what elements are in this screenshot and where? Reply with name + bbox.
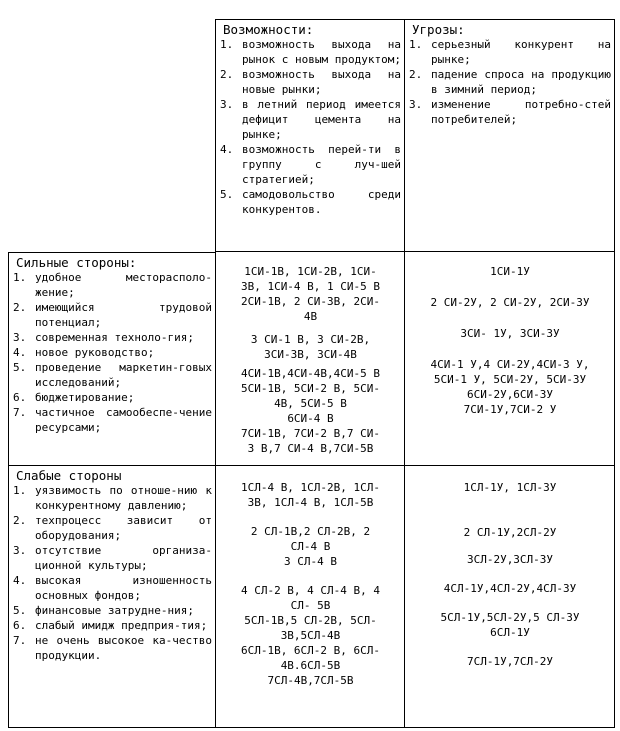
strengths-title: Сильные стороны: xyxy=(16,255,137,270)
st-line: 1СИ-1У xyxy=(490,265,530,278)
list-item: 2. падение спроса на продукцию в зимний период; xyxy=(409,68,611,96)
wt-line: 3СЛ-2У,3СЛ-3У xyxy=(466,553,554,566)
wo-line: 2 СЛ-1В,2 СЛ-2В, 2 xyxy=(250,525,371,538)
st-line: 4СИ-1 У,4 СИ-2У,4СИ-3 У, xyxy=(430,358,590,371)
strengths-list xyxy=(13,270,212,435)
swot-table xyxy=(8,19,615,728)
wo-line: 1СЛ-4 В, 1СЛ-2В, 1СЛ- xyxy=(240,481,381,494)
list-item: 2. техпроцесс зависит от оборудования; xyxy=(13,514,212,542)
list-item: 4. высокая изношенность основных фондов; xyxy=(13,574,212,602)
so-line: 3СИ-3В, 3СИ-4В xyxy=(264,348,357,361)
wo-line: 6СЛ-1В, 6СЛ-2 В, 6СЛ- xyxy=(240,644,381,657)
list-item: 5. проведение маркетин-говых исследований; xyxy=(13,361,212,389)
list-item: 1. возможность выхода на рынок с новым продуктом; xyxy=(220,38,401,66)
opportunities-cell xyxy=(216,19,405,252)
wo-line: 3 СЛ-4 В xyxy=(284,555,337,568)
so-strategies-cell xyxy=(216,252,405,466)
wt-line: 7СЛ-1У,7СЛ-2У xyxy=(466,655,554,668)
list-item: 3. отсутствие организа-ционной культуры; xyxy=(13,544,212,572)
list-item: 5. финансовые затрудне-ния; xyxy=(13,604,194,617)
list-item: 1. серьезный конкурент на рынке; xyxy=(409,38,611,66)
so-line: 3 В,7 СИ-4 В,7СИ-5В xyxy=(247,442,374,455)
weaknesses-cell xyxy=(8,466,216,728)
opportunities-list xyxy=(220,37,401,217)
wo-line: СЛ- 5В xyxy=(290,599,331,612)
st-line: 2 СИ-2У, 2 СИ-2У, 2СИ-3У xyxy=(430,296,590,309)
so-line: 2СИ-1В, 2 СИ-3В, 2СИ- xyxy=(240,295,381,308)
so-line: 3 СИ-1 В, 3 СИ-2В, xyxy=(250,333,371,346)
list-item: 7. частичное самообеспе-чение ресурсами; xyxy=(13,406,212,434)
wt-line: 2 СЛ-1У,2СЛ-2У xyxy=(463,526,557,539)
wt-strategies-cell xyxy=(405,466,615,728)
list-item: 3. современная техноло-гия; xyxy=(13,331,194,344)
list-item: 1. удобное месторасполо-жение; xyxy=(13,271,212,299)
wo-line: 5СЛ-1В,5 СЛ-2В, 5СЛ- xyxy=(244,614,377,627)
so-line: 4В, 5СИ-5 В xyxy=(274,397,347,410)
wo-strategies-cell xyxy=(216,466,405,728)
so-line: 5СИ-1В, 5СИ-2 В, 5СИ- xyxy=(240,382,381,395)
opportunities-title: Возможности: xyxy=(223,22,314,37)
so-line: 3В, 1СИ-4 В, 1 СИ-5 В xyxy=(240,280,381,293)
wt-line: 1СЛ-1У, 1СЛ-3У xyxy=(463,481,557,494)
so-line: 4СИ-1В,4СИ-4В,4СИ-5 В xyxy=(240,367,381,380)
wo-line: 4 СЛ-2 В, 4 СЛ-4 В, 4 xyxy=(240,584,381,597)
list-item: 4. новое руководство; xyxy=(13,346,155,359)
wo-line: 7СЛ-4В,7СЛ-5В xyxy=(267,674,354,687)
st-line: 5СИ-1 У, 5СИ-2У, 5СИ-3У xyxy=(433,373,587,386)
list-item: 4. возможность перей-ти в группу с луч-шей стратегией; xyxy=(220,143,401,186)
weaknesses-list xyxy=(13,483,212,663)
wo-line: 3В,5СЛ-4В xyxy=(280,629,341,642)
wo-line: 4В.6СЛ-5В xyxy=(280,659,341,672)
empty-corner-cell xyxy=(8,19,216,252)
list-item: 5. самодовольство среди конкурентов. xyxy=(220,188,401,216)
threats-title: Угрозы: xyxy=(412,22,465,37)
list-item: 7. не очень высокое ка-чество продукции. xyxy=(13,634,212,662)
list-item: 3. изменение потребно-стей потребителей; xyxy=(409,98,611,126)
wt-line: 5СЛ-1У,5СЛ-2У,5 СЛ-3У xyxy=(440,611,580,624)
so-line: 7СИ-1В, 7СИ-2 В,7 СИ- xyxy=(240,427,381,440)
st-line: 6СИ-2У,6СИ-3У xyxy=(466,388,554,401)
list-item: 3. в летний период имеется дефицит цемента на рынке; xyxy=(220,98,401,141)
so-line: 4В xyxy=(303,310,318,323)
list-item: 6. бюджетирование; xyxy=(13,391,135,404)
list-item: 1. уязвимость по отноше-нию к конкурентному давлению; xyxy=(13,484,212,512)
so-line: 6СИ-4 В xyxy=(287,412,334,425)
list-item: 2. имеющийся трудовой потенциал; xyxy=(13,301,212,329)
threats-list xyxy=(409,37,611,127)
list-item: 2. возможность выхода на новые рынки; xyxy=(220,68,401,96)
list-item: 6. слабый имидж предприя-тия; xyxy=(13,619,208,632)
wt-line: 6СЛ-1У xyxy=(490,626,530,639)
wo-line: СЛ-4 В xyxy=(290,540,331,553)
st-line: 3СИ- 1У, 3СИ-3У xyxy=(460,327,560,340)
st-line: 7СИ-1У,7СИ-2 У xyxy=(463,403,557,416)
threats-cell xyxy=(405,19,615,252)
wo-line: 3В, 1СЛ-4 В, 1СЛ-5В xyxy=(247,496,374,509)
st-strategies-cell xyxy=(405,252,615,466)
wt-line: 4СЛ-1У,4СЛ-2У,4СЛ-3У xyxy=(443,582,577,595)
strengths-cell xyxy=(8,252,216,466)
weaknesses-title: Слабые стороны xyxy=(16,468,122,483)
so-line: 1СИ-1В, 1СИ-2В, 1СИ- xyxy=(244,265,377,278)
